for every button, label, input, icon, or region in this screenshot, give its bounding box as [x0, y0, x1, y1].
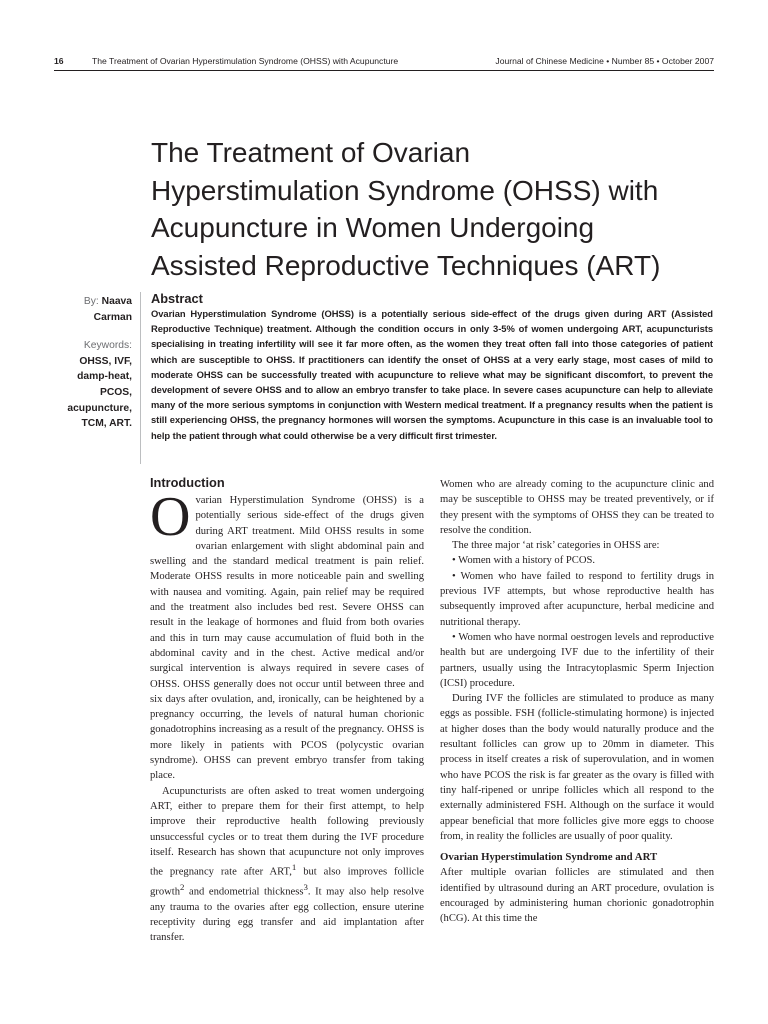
keyword: OHSS, IVF,	[79, 355, 132, 367]
author-last-name: Carman	[93, 311, 132, 323]
title-line: Acupuncture in Women Undergoing	[151, 212, 595, 243]
author-byline	[40, 294, 132, 310]
keyword: TCM, ART.	[81, 418, 132, 430]
article-sidebar	[40, 294, 132, 432]
sidebar-divider	[140, 292, 141, 464]
section-subheading: Ovarian Hyperstimulation Syndrome and ART	[440, 851, 658, 864]
author-first-name: Naava	[101, 296, 132, 307]
abstract-text: Ovarian Hyperstimulation Syndrome (OHSS) is a potentially serious side-effect of the drugs given during ART (Assisted Reproductive Technique) treatment. Although the condition occurs in only 3-5% of women undergoing ART, acupuncturists specialising in treating infertility will see it far more often, as the women they treat often fall into those categories of patient which are susceptible to OHSS. If practitioners can identify the onset of OHSS at a very early stage, most cases of mild to moderate OHSS can be successfully treated with acupuncture to relieve what may be significant discomfort, to prevent the development of severe OHSS and to allow an embryo transfer to take place. In severe cases acupuncture can help to alleviate many of the more serious symptoms in conjunction with Western medical treatment. If a pregnancy results when the patient is still experiencing OHSS, the pregnancy hormones will worsen the symptoms. Acupuncture in this case is an invaluable tool to help the patient through what could otherwise be a very difficult first trimester.	[151, 308, 713, 441]
keyword: PCOS,	[99, 386, 132, 398]
keyword: damp-heat,	[77, 371, 132, 383]
running-header	[0, 56, 768, 70]
body-paragraph: Women who are already coming to the acupuncture clinic and may be susceptible to OHSS may be treated preventively, or if they present with the symptoms of OHSS they can be treated to resolve the condition.	[440, 479, 714, 536]
keywords-label: Keywords:	[83, 340, 132, 352]
abstract-heading: Abstract	[151, 291, 203, 306]
intro-paragraph	[150, 486, 424, 784]
list-item: • Women who have failed to respond to fertility drugs in previous IVF attempts, but whose reproductive health has subsequently improved after acupuncture, herbal medicine and nutritional therapy.	[440, 570, 714, 628]
page-number: 16	[54, 56, 64, 66]
header-rule	[54, 70, 714, 71]
keywords-list	[40, 354, 132, 432]
intro-paragraph-text: varian Hyperstimulation Syndrome (OHSS) is a potentially serious side-effect of the drugs given during ART treatment. Mild OHSS results in some ovarian enlargement with slight abdominal pain and swelling and the standard medical treatment is pain relief. Moderate OHSS results in more noticeable pain and swelling with nausea and vomiting. Again, pain relief may be required and the treatment also includes bed rest. Severe OHSS can result in the leakage of hormones and fluid from both ovaries and this in turn may cause accumulation of fluid both in the abdominal cavity and in the chest. Active medical and/or surgical intervention is always required in severe cases of OHSS. OHSS generally does not occur until between three and six days after ovulation, and, ironically, can be heightened by a pregnancy occurring, the levels of natural human chorionic gonadotrophins increasing as a result of the pregnancy. OHSS is more likely in patients with PCOS (polycystic ovarian syndrome). OHSS can prevent embryo transfer from taking place.	[150, 495, 424, 782]
journal-issue: Journal of Chinese Medicine • Number 85 • October 2007	[495, 56, 714, 66]
list-item: • Women with a history of PCOS.	[452, 555, 596, 567]
reference-marker: 3	[303, 881, 308, 892]
title-line: Hyperstimulation Syndrome (OHSS) with	[151, 174, 659, 206]
body-paragraph: During IVF the follicles are stimulated to produce as many eggs as possible. FSH (follicle-stimulating hormone) is injected at higher doses than the body would naturally produce and the resultant follicles can grow up to 20mm in diameter. This process in itself creates a risk of superovulation, and in women who have PCOS the risk is far greater as the ovary is filled with tiny half-ripened or unripe follicles which all respond to the externally administered FSH. Although on the surface it would appear beneficial that more follicles give more eggs to choose from, in reality the follicles are usually of poor quality.	[440, 693, 714, 842]
article-title	[151, 134, 731, 284]
body-paragraph: After multiple ovarian follicles are stimulated and then identified by ultrasound during an ART procedure, ovulation is encouraged by administering human chorionic gonadotrophin (hCG). At this time the	[440, 867, 714, 925]
body-column-right	[440, 477, 714, 927]
running-title: The Treatment of Ovarian Hyperstimulation Syndrome (OHSS) with Acupuncture	[92, 56, 399, 66]
reference-marker: 1	[291, 862, 297, 873]
by-label: By:	[83, 296, 99, 307]
list-item: • Women who have normal oestrogen levels and reproductive health but are undergoing IVF due to the infertility of their partners, usually using the Intracytoplasmic Sperm Injection (ICSI) procedure.	[440, 631, 714, 689]
body-paragraph: The three major ‘at risk’ categories in OHSS are:	[452, 540, 660, 552]
reference-marker: 2	[180, 881, 185, 892]
body-paragraph: Acupuncturists are often asked to treat women undergoing ART, either to prepare them for their first attempt, to help improve their reproductive health following previously unsuccessful cycles or to treat them during the IVF procedure itself. Research has shown that acupuncture not only improves the pregnancy rate after ART,$^1$ but also improves follicle growth$^2$ and endometrial thickness$^3$. It may also help resolve any trauma to the ovaries after egg collection, ensure uterine receptivity during egg transfer and aid implantation after transfer.	[150, 785, 424, 944]
drop-cap: O	[150, 486, 191, 548]
title-line: The Treatment of Ovarian	[151, 137, 471, 168]
introduction-heading: Introduction	[150, 475, 225, 490]
keyword: acupuncture,	[67, 402, 132, 414]
body-column-left	[150, 475, 424, 946]
title-line: Assisted Reproductive Techniques (ART)	[151, 249, 661, 281]
